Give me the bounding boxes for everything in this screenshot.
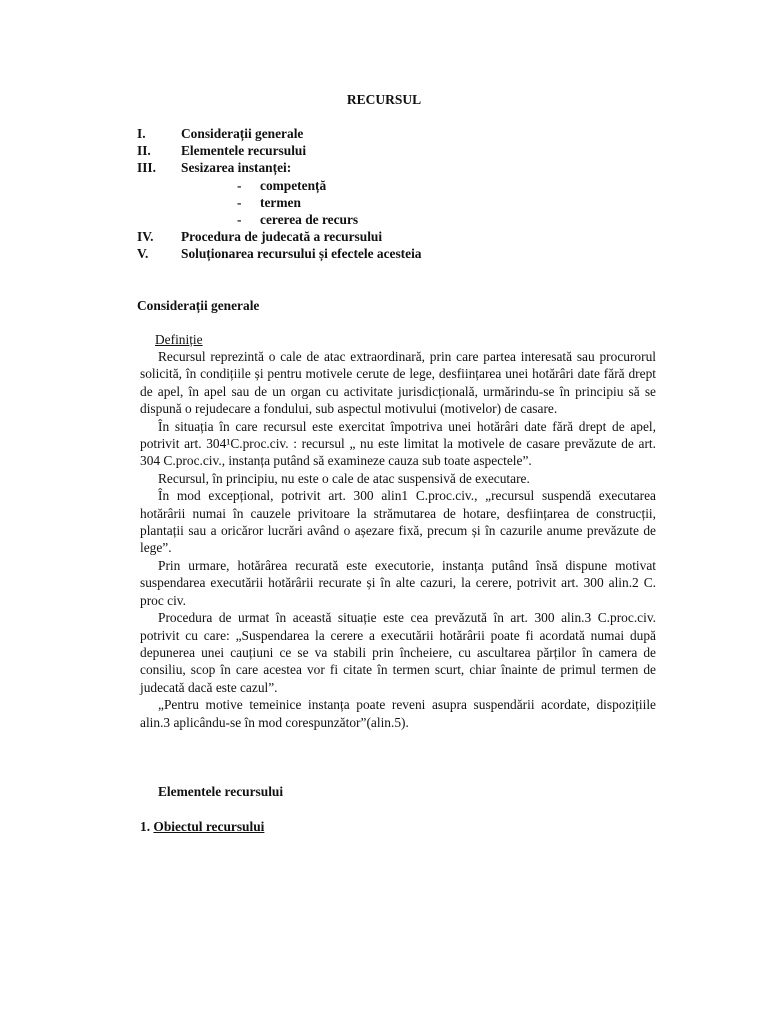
document-body — [140, 348, 656, 731]
toc-subitem — [137, 177, 637, 194]
toc-item — [137, 159, 637, 176]
toc-item — [137, 142, 637, 159]
subsection-number: 1. — [140, 819, 151, 834]
toc-label: Elementele recursului — [181, 143, 307, 159]
paragraph: Procedura de urmat în această situație este cea prevăzută în art. 300 alin.3 C.proc.civ. potrivit cu care: „Suspendarea la cerere a executării hotărârii poate fi acordată numai după depunerea unei cauțiuni ce se va stabili prin încheiere, cu ascultarea părților în camera de consiliu, scop în care acestea vor fi citate în termen scurt, chiar înainte de primul termen de judecată dacă este cazul”. — [140, 610, 656, 695]
toc-subitem — [137, 211, 637, 228]
toc-item — [137, 245, 637, 262]
subsection-heading — [140, 819, 264, 835]
paragraph: „Pentru motive temeinice instanța poate reveni asupra suspendării acordate, dispozițiile alin.3 aplicându-se în mod corespunzător”(alin.5). — [140, 697, 656, 730]
toc-subitem — [137, 194, 637, 211]
toc-number: IV. — [137, 229, 154, 245]
document-title: RECURSUL — [346, 92, 422, 107]
toc-subitem-dash: - — [237, 177, 242, 193]
toc-number: II. — [137, 143, 151, 159]
toc-item — [137, 125, 637, 142]
section-heading-general: Considerații generale — [137, 298, 260, 313]
paragraph: Prin urmare, hotărârea recurată este executorie, instanța putând însă dispune motivat suspendarea executării hotărârii recurate și în alte cazuri, la cerere, potrivit art. 300 alin.2 C. proc civ. — [140, 557, 656, 608]
toc-number: V. — [137, 246, 149, 262]
paragraph: În situația în care recursul este exercitat împotriva unei hotărâri date fără drept de apel, potrivit art. 304¹C.proc.civ. : recursul „ nu este limitat la motivele de casare prevăzute de art. 304 C.proc.civ., instanța putând să examineze cauza sub toate aspectele”. — [140, 418, 656, 469]
subsection-label: Obiectul recursului — [153, 819, 265, 834]
paragraph: Recursul reprezintă o cale de atac extraordinară, prin care partea interesată sau procurorul solicită, în condițiile și pentru motivele cerute de lege, desființarea unei hotărâri date fără drept de apel, în apel sau de un organ cu activitate jurisdicțională, urmărindu-se în principiu să se dispună o rejudecare a fondului, sub aspectul motivului (motivelor) de casare. — [140, 349, 656, 417]
toc-number: I. — [137, 126, 146, 141]
table-of-contents — [137, 125, 637, 263]
toc-subitem-label: termen — [260, 194, 301, 210]
toc-subitem-label: cererea de recurs — [260, 211, 359, 227]
toc-item — [137, 228, 637, 245]
toc-label: Considerații generale — [181, 126, 304, 141]
section-heading-elements: Elementele recursului — [158, 784, 284, 799]
paragraph: Recursul, în principiu, nu este o cale de atac suspensivă de executare. — [158, 470, 530, 486]
toc-label: Procedura de judecată a recursului — [181, 229, 383, 245]
toc-subitem-label: competență — [260, 177, 327, 193]
definition-heading: Definiție — [155, 332, 203, 347]
toc-label: Sesizarea instanței: — [181, 160, 292, 176]
paragraph: În mod excepțional, potrivit art. 300 alin1 C.proc.civ., „recursul suspendă executarea hotărârii numai în cauzele privitoare la strămutarea de hotare, desființarea de construcții, plantații sau a oricăror lucrări având o așezare fixă, precum și în cazurile anume prevăzute de lege”. — [140, 488, 656, 556]
toc-label: Soluționarea recursului și efectele acesteia — [181, 246, 422, 262]
toc-subitem-dash: - — [237, 211, 242, 227]
toc-subitem-dash: - — [237, 194, 242, 210]
toc-number: III. — [137, 160, 156, 176]
